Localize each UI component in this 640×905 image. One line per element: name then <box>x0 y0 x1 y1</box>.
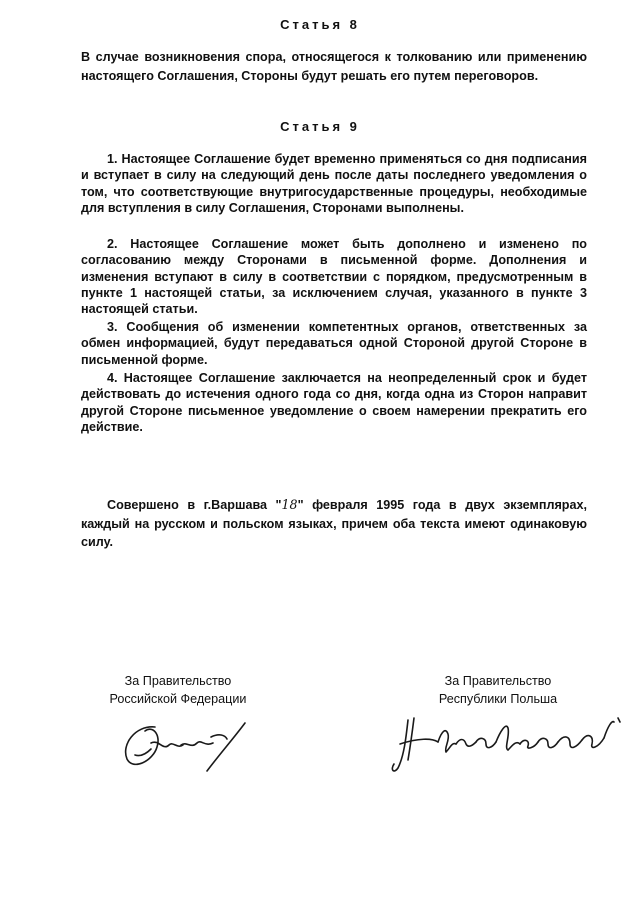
article-9-heading: Статья 9 <box>280 119 360 134</box>
signature-block-russia <box>68 672 288 708</box>
signature-block-poland <box>388 672 608 708</box>
article-8-text <box>81 48 587 85</box>
signature-poland-line2: Республики Польша <box>438 692 558 706</box>
closing-day: 18 <box>281 497 298 512</box>
signature-russia-line1: За Правительство <box>124 674 232 688</box>
signature-russia <box>115 715 255 775</box>
article-9-point-1: 1. Настоящее Соглашение будет временно применяться со дня подписания и вступает в силу на следующий день после даты последнего уведомления о том, что соответствующие внутригосударственные процедуры, необходимые для вступления в силу Соглашения, Сторонами выполнены. <box>81 152 587 215</box>
article-9-point-3: 3. Сообщения об изменении компетентных органов, ответственных за обмен информацией, будут передаваться одной Стороной другой Стороне в письменной форме. <box>81 320 587 367</box>
closing-after-day: " февраля 1995 года в двух экземплярах, каждый на русском и польском языках, причем оба текста имеют одинаковую силу. <box>81 498 587 549</box>
signature-russia-line2: Российской Федерации <box>109 692 247 706</box>
signature-poland-line1: За Правительство <box>444 674 552 688</box>
article-8-body: В случае возникновения спора, относящегося к толкованию или применению настоящего Соглашения, Стороны будут решать его путем переговоров. <box>81 50 587 83</box>
article-9-point-2: 2. Настоящее Соглашение может быть дополнено и изменено по согласованию между Сторонами в письменной форме. Дополнения и изменения вступают в силу в соответствии с порядком, предусмотренным в пункте 1 настоящей статьи, за исключением случая, указанного в пункте 3 настоящей статьи. <box>81 237 587 317</box>
article-9-point-4: 4. Настоящее Соглашение заключается на неопределенный срок и будет действовать до истечения одного года со дня, когда одна из Сторон направит другой Стороне письменное уведомление о своем намерении прекратить его действие. <box>81 371 587 434</box>
signature-poland <box>388 708 638 780</box>
closing-statement <box>81 496 587 552</box>
article-8-heading: Статья 8 <box>280 17 360 32</box>
closing-before-day: Совершено в г.Варшава " <box>107 498 282 512</box>
